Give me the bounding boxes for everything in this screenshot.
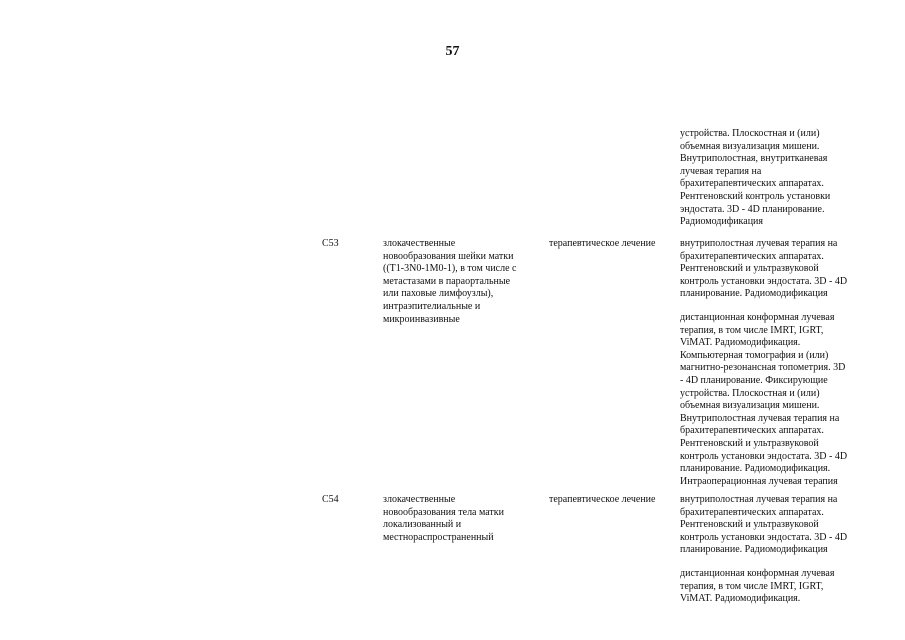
treatment-type: терапевтическое лечение	[549, 494, 656, 505]
carryover-method-text: устройства. Плоскостная и (или) объемная визуализация мишени. Внутриполостная, внутритканевая лучевая терапия на брахитерапевтических аппаратах. Рентгеновский контроль установки эндостата. 3D - 4D планирование. Радиомодификация	[680, 128, 831, 228]
page-number: 57	[445, 44, 460, 59]
diagnosis-text: злокачественные новообразования тела матки локализованный и местнораспространенный	[383, 494, 505, 543]
diagnosis-text: злокачественные новообразования шейки матки ((T1-3N0-1M0-1), в том числе с метастазами в параортальные или паховые лимфоузлы), интраэпителиальные и микроинвазивные	[383, 238, 517, 325]
treatment-type: терапевтическое лечение	[549, 238, 656, 249]
icd-code: C53	[322, 238, 339, 249]
method-text: внутриполостная лучевая терапия на брахитерапевтических аппаратах. Рентгеновский и ультразвуковой контроль установки эндостата. 3D - 4D планирование. Радиомодификация	[680, 494, 848, 556]
method-text: дистанционная конформная лучевая терапия, в том числе IMRT, IGRT, ViMAT. Радиомодификация.	[680, 568, 835, 605]
method-text: внутриполостная лучевая терапия на брахитерапевтических аппаратах. Рентгеновский и ультразвуковой контроль установки эндостата. 3D - 4D планирование. Радиомодификация	[680, 238, 848, 300]
icd-code: C54	[322, 494, 339, 505]
method-text: дистанционная конформная лучевая терапия, в том числе IMRT, IGRT, ViMAT. Радиомодификация. Компьютерная томография и (или) магнитно-резонансная топометрия. 3D - 4D планирование. Фиксирующие устройства. Плоскостная и (или) объемная визуализация мишени. Внутриполостная лучевая терапия на брахитерапевтических аппаратах. Рентгеновский и ультразвуковой контроль установки эндостата. 3D - 4D планирование. Радиомодификация. Интраоперационная лучевая терапия	[680, 312, 848, 487]
